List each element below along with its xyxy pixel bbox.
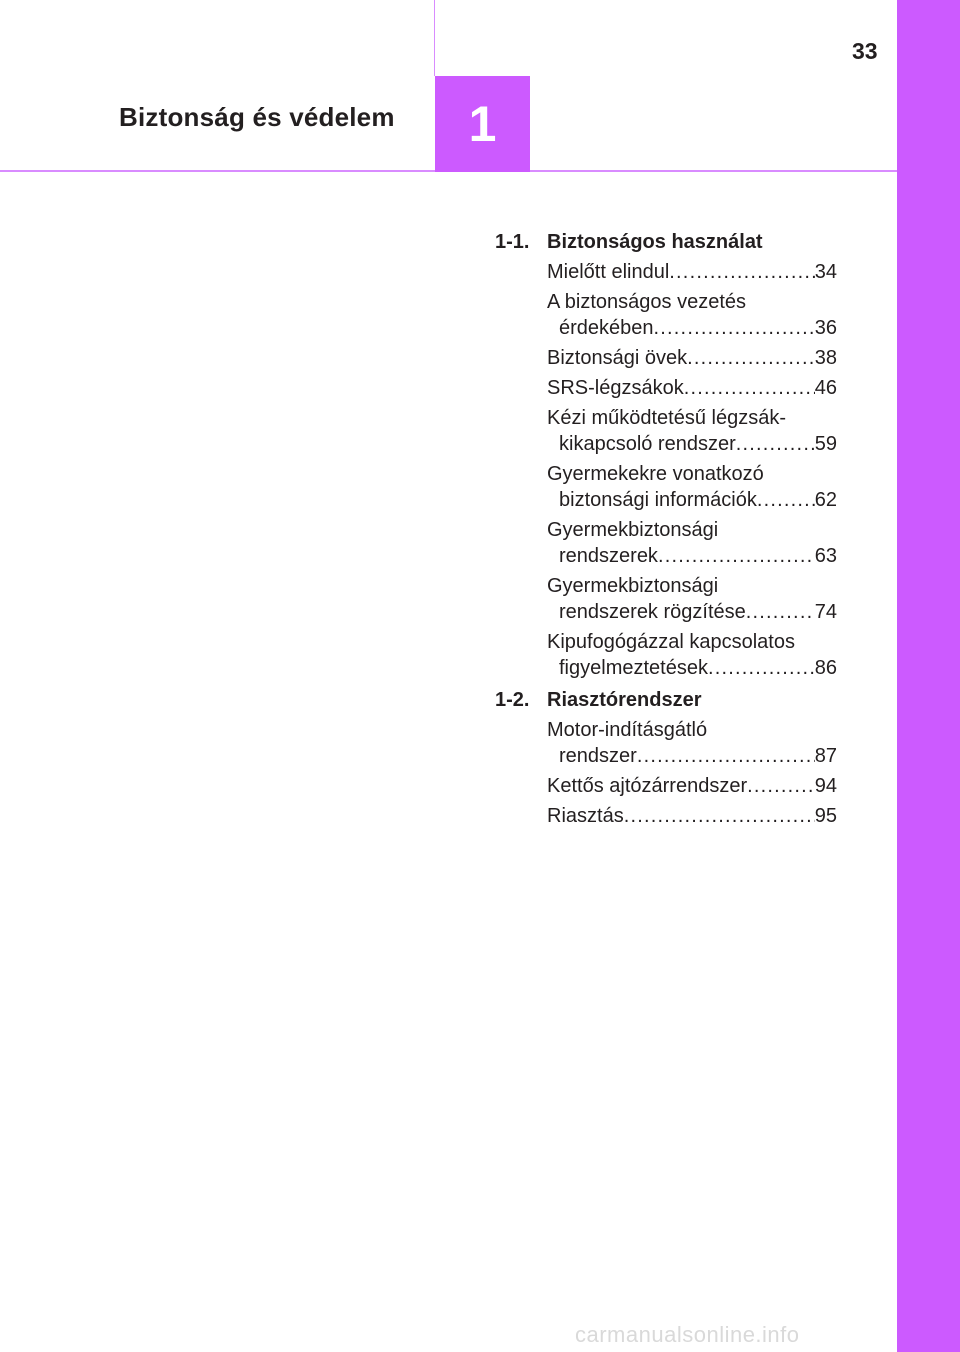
table-of-contents <box>495 229 837 833</box>
toc-entry-page: 59 <box>814 433 837 455</box>
leader-dots <box>746 599 815 625</box>
toc-entry[interactable] <box>547 517 837 569</box>
toc-entry[interactable] <box>547 773 837 799</box>
leader-dots <box>624 803 815 829</box>
toc-entry-text: rendszerek <box>559 545 658 567</box>
toc-entry-page: 46 <box>814 377 837 399</box>
leader-dots <box>747 773 815 799</box>
toc-section-heading[interactable] <box>495 687 837 713</box>
section-number: 1-2. <box>495 689 530 711</box>
toc-entry-page: 34 <box>814 261 837 283</box>
leader-dots <box>708 655 815 681</box>
header-divider <box>434 0 435 76</box>
toc-entry[interactable] <box>547 259 837 285</box>
toc-entry-text: biztonsági információk <box>559 489 757 511</box>
leader-dots <box>687 345 815 371</box>
toc-entry-first-line: Motor-indításgátló <box>547 719 708 741</box>
toc-entry-text: érdekében <box>559 317 654 339</box>
toc-entry[interactable] <box>547 461 837 513</box>
toc-entry-first-line: Gyermekbiztonsági <box>547 519 719 541</box>
toc-entry-text: Biztonsági övek <box>547 347 688 369</box>
toc-entry-text: figyelmeztetések <box>559 657 708 679</box>
toc-entry-page: 94 <box>814 775 837 797</box>
toc-entry[interactable] <box>547 405 837 457</box>
leader-dots <box>669 259 814 285</box>
leader-dots <box>684 375 815 401</box>
toc-entry[interactable] <box>547 629 837 681</box>
section-number: 1-1. <box>495 231 530 253</box>
toc-entry-page: 74 <box>814 601 837 623</box>
toc-entry-text: rendszer <box>559 745 637 767</box>
leader-dots <box>757 487 815 513</box>
chapter-number-box: 1 <box>435 76 530 172</box>
toc-entry-first-line: Kézi működtetésű légzsák- <box>547 407 787 429</box>
toc-entry[interactable] <box>547 717 837 769</box>
section-title: Riasztórendszer <box>547 689 702 711</box>
leader-dots <box>654 315 815 341</box>
toc-entry-text: Riasztás <box>547 805 624 827</box>
toc-entry-page: 38 <box>814 347 837 369</box>
toc-entry-text: rendszerek rögzítése <box>559 601 746 623</box>
toc-entry-first-line: Gyermekbiztonsági <box>547 575 719 597</box>
leader-dots <box>637 743 815 769</box>
toc-entry-text: Mielőtt elindul <box>547 261 670 283</box>
toc-entry-first-line: A biztonságos vezetés <box>547 291 747 313</box>
toc-entry[interactable] <box>547 573 837 625</box>
toc-entry-text: SRS-légzsákok <box>547 377 684 399</box>
toc-section-heading[interactable] <box>495 229 837 255</box>
toc-entry-page: 63 <box>814 545 837 567</box>
toc-entry[interactable] <box>547 345 837 371</box>
watermark: carmanualsonline.info <box>575 1322 800 1347</box>
toc-entry-text: kikapcsoló rendszer <box>559 433 736 455</box>
toc-entry-page: 87 <box>814 745 837 767</box>
leader-dots <box>658 543 815 569</box>
toc-entry-text: Kettős ajtózárrendszer <box>547 775 748 797</box>
chapter-title: Biztonság és védelem <box>119 102 395 132</box>
toc-entry-page: 95 <box>814 805 837 827</box>
toc-entry[interactable] <box>547 803 837 829</box>
toc-entry-page: 86 <box>814 657 837 679</box>
leader-dots <box>736 431 815 457</box>
toc-entry[interactable] <box>547 375 837 401</box>
toc-entry-page: 36 <box>814 317 837 339</box>
chapter-side-tab <box>897 0 960 1352</box>
toc-entry[interactable] <box>547 289 837 341</box>
page-number: 33 <box>852 38 878 64</box>
section-title: Biztonságos használat <box>547 231 763 253</box>
toc-entry-first-line: Gyermekekre vonatkozó <box>547 463 764 485</box>
toc-entry-page: 62 <box>814 489 837 511</box>
toc-entry-first-line: Kipufogógázzal kapcsolatos <box>547 631 795 653</box>
